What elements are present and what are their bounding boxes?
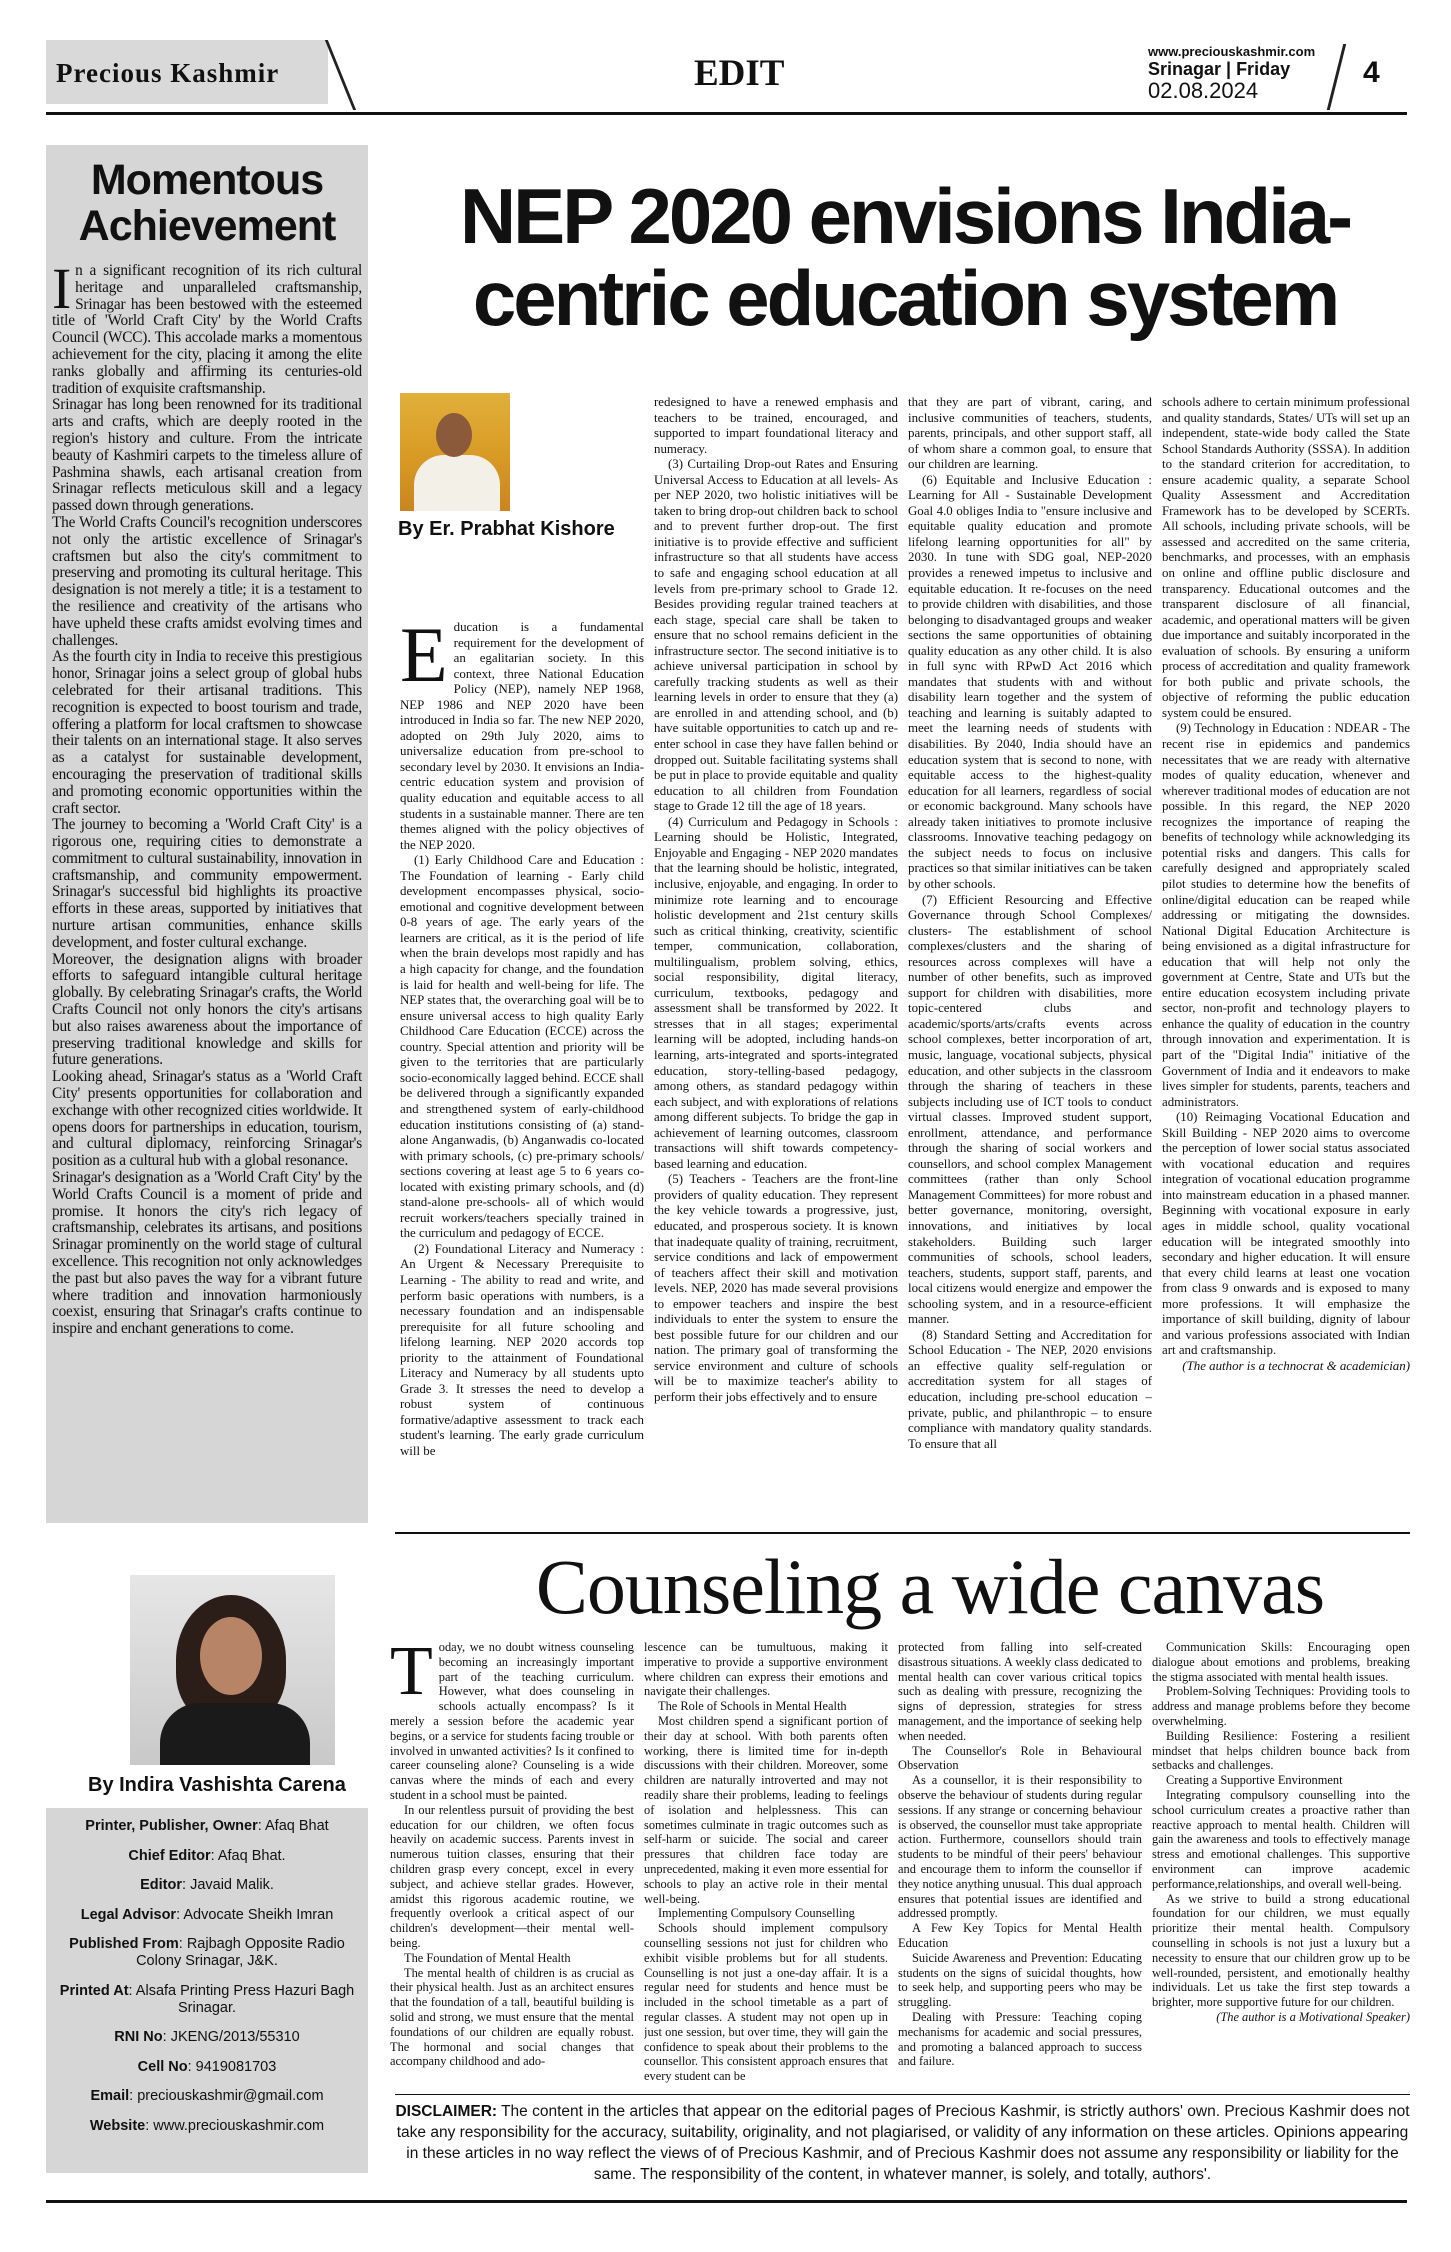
- sidebar-paragraph: Moreover, the designation aligns with broader efforts to safeguard intangible cultural heritage globally. By celebrating Srinagar's crafts, the World Crafts Council not only honors the city's artisans but also raises awareness about the importance of preserving traditional knowledge and skills for future generations.: [52, 950, 362, 1069]
- main-paragraph: (3) Curtailing Drop-out Rates and Ensuring Universal Access to Education at all levels- As per NEP 2020, two holistic initiatives will be taken to bring drop-out children back to school and to prevent further drop-out. The first initiative is to provide effective and sufficient infrastructure so that all students have access to safe and engaging school education at all levels from pre-primary school to Grade 12. Besides providing regular trained teachers at each stage, special care shall be taken to ensure that no school remains deficient in the infrastructure sector. The second initiative is to achieve universal participation in school by carefully tracking students as well as their learning levels in order to ensure that they (a) are enrolled in and attending school, and (b) have suitable opportunities to catch up and re-enter school in case they have fallen behind or dropped out. Suitable facilitating systems shall be put in place to provide equitable and quality education to all children from Foundation stage to Grade 12 till the age of 18 years.: [654, 457, 898, 814]
- main-paragraph: (9) Technology in Education : NDEAR - The recent rise in epidemics and pandemics necessitates that we are ready with alternative modes of quality education, whenever and wherever traditional modes of education are not possible. In this regard, the NEP 2020 recognizes the importance of reaping the benefits of technology while acknowledging its potential risks and dangers. This calls for carefully designed and appropriately scaled pilot studies to determine how the benefits of online/digital education can be reaped while addressing or mitigating the downsides. National Digital Education Architecture is being envisioned as a digital infrastructure for education that will help not only the government at Centre, State and UTs but the entire education ecosystem including private sector, non-profit and technology players to enhance the quality of education in the country through innovation and experimentation. It is part of the "Digital India" initiative of the Government of India and it endeavors to make lives simpler for students, parents, teachers and administrators.: [1162, 721, 1410, 1109]
- imprint-row: Website: www.preciouskashmir.com: [89, 2117, 325, 2134]
- main-paragraph: (7) Efficient Resourcing and Effective Governance through School Complexes/ clusters- The establishment of school complexes/clusters and the sharing of resources across complexes will have a number of other benefits, such as improved support for children with disabilities, more topic-centered clubs and academic/sports/arts/crafts events across school complexes, better incorporation of art, music, language, vocational subjects, physical education, and other subjects in the classroom through the sharing of teachers in these subjects including use of ICT tools to conduct virtual classes. Improved student support, enrollment, attendance, and performance through the sharing of social workers and counsellors, and school complex Management committees (rather than only School Management Committees) for more robust and better governance, monitoring, oversight, innovations, and initiatives by local stakeholders. Building such larger communities of schools, school leaders, teachers, students, support staff, parents, and local citizens would energize and empower the schooling system, and in a resource-efficient manner.: [908, 892, 1152, 1327]
- main-paragraph: Education is a fundamental requirement for the development of an egalitarian society. In this context, three National Education Policy (NEP), namely NEP 1968, NEP 1986 and NEP 2020 have been introduced in India so far. The new NEP 2020, adopted on 29th July 2020, aims to universalize education from pre-school to secondary level by 2030. It envisions an India-centric education system and provision of quality education and equitable access to all students in a sustainable manner. There are ten themes aligned with the policy objectives of the NEP 2020.: [400, 620, 644, 852]
- issue-date: 02.08.2024: [1148, 78, 1259, 103]
- second-paragraph: As we strive to build a strong educational foundation for our children, we must equally prioritize their mental health. Compulsory counselling in schools is not just a luxury but a necessity to ensure that our children grow up to be well-rounded, persistent, and emotionally healthy individuals. Let us take the first step towards a brighter, more supportive future for our children.: [1152, 1891, 1410, 2010]
- second-subhead: The Counsellor's Role in Behavioural Observation: [898, 1743, 1142, 1773]
- second-column-2: [644, 1640, 888, 2095]
- website-text: www.preciouskashmir.com: [1148, 44, 1316, 59]
- disclaimer-rule: [395, 2094, 1410, 2095]
- section-label: EDIT: [694, 53, 785, 94]
- page-number: 4: [1363, 56, 1380, 89]
- author-photo-2: [130, 1575, 335, 1765]
- second-column-4: [1152, 1640, 1410, 2095]
- imprint-row: Editor: Javaid Malik.: [140, 1877, 274, 1893]
- second-paragraph: The mental health of children is as crucial as their physical health. Just as an architect ensures that the foundation of a tall, beautiful building is solid and strong, we must ensure that the mental foundations of our children are equally robust. The hormonal and social changes that accompany childhood and ado-: [390, 1965, 634, 2069]
- sidebar-paragraph: Srinagar has long been renowned for its traditional arts and crafts, which are deeply rooted in the region's history and culture. From the intricate beauty of Kashmiri carpets to the timeless allure of Pashmina shawls, each artisanal creation from Srinagar reflects meticulous skill and a legacy passed down through generations.: [52, 396, 362, 515]
- sidebar-article: [46, 145, 368, 1523]
- second-headline: Counseling a wide canvas: [535, 1543, 1325, 1630]
- second-paragraph: protected from falling into self-created disastrous situations. A weekly class dedicated to mental health can cover various critical topics such as dealing with pressure, recognizing the signs of depression, strategies for stress management, and the importance of seeking help when needed.: [898, 1640, 1142, 1743]
- second-paragraph: Building Resilience: Fostering a resilient mindset that helps children bounce back from setbacks and challenges.: [1152, 1728, 1410, 1773]
- sidebar-paragraph: As the fourth city in India to receive this prestigious honor, Srinagar joins a select group of global hubs celebrated for their artisanal traditions. This recognition is expected to boost tourism and trade, offering a platform for local craftsmen to showcase their talents on an international stage. It also serves as a catalyst for sustainable development, encouraging the preservation of traditional skills and promoting economic opportunities within the craft sector.: [52, 648, 362, 817]
- sidebar-paragraph: Srinagar's designation as a 'World Craft City' by the World Crafts Council is a moment of pride and promise. It honors the city's rich legacy of craftsmanship, celebrates its artisans, and positions Srinagar prominently on the world stage of cultural excellence. This recognition not only acknowledges the past but also paves the way for a vibrant future where tradition and innovation harmoniously coexist, ensuring that Srinagar's crafts continue to inspire and enchant generations to come.: [52, 1169, 362, 1338]
- main-paragraph: (6) Equitable and Inclusive Education : Learning for All - Sustainable Development Goal 4.0 obliges India to "ensure inclusive and equitable quality education and promote lifelong learning opportunities for all" by 2030. In tune with SDG goal, NEP-2020 provides a renewed impetus to inclusive and equitable education. It re-focuses on the need to provide children with disabilities, and those belonging to disadvantaged groups and weaker sections the same opportunities of obtaining quality education as any other child. It is also in full sync with RPwD Act 2016 which mandates that students with and without disability learn together and the system of teaching and learning is suitably adapted to meet the learning needs of students with disabilities. By 2040, India should have an education system that is second to none, with equitable access to the highest-quality education for all learners, regardless of social or economic background. Many schools have already taken initiatives to promote inclusive classrooms. Innovative teaching pedagogy on the subject needs to focus on inclusive practices so that similar initiatives can be taken by other schools.: [908, 472, 1152, 891]
- second-credit: (The author is a Motivational Speaker): [1216, 2009, 1410, 2024]
- imprint-row: RNI No: JKENG/2013/55310: [114, 2029, 300, 2045]
- sidebar-body: [52, 256, 362, 1338]
- main-column-1: [400, 620, 644, 1515]
- main-credit: (The author is a technocrat & academician): [1182, 1358, 1410, 1373]
- page-number-box: [1335, 44, 1407, 108]
- footer-rule: [46, 2200, 1407, 2203]
- author-photo: [400, 393, 510, 511]
- main-headline: [400, 172, 1410, 342]
- sidebar-title-line2: Achievement: [78, 202, 336, 250]
- imprint-row: Published From: Rajbagh Opposite Radio Colony Srinagar, J&K.: [69, 1936, 345, 1969]
- main-headline-line1: NEP 2020 envisions India-: [459, 172, 1351, 260]
- imprint-row: Legal Advisor: Advocate Sheikh Imran: [80, 1906, 334, 1923]
- second-subhead: Implementing Compulsory Counselling: [658, 1906, 855, 1921]
- masthead-title: Precious Kashmir: [56, 58, 280, 88]
- second-subhead: The Role of Schools in Mental Health: [658, 1699, 847, 1714]
- sidebar-paragraph: Looking ahead, Srinagar's status as a 'World Craft City' presents opportunities for collaboration and exchange with other recognized cities worldwide. It opens doors for partnerships in education, tourism, and cultural diplomacy, reinforcing Srinagar's position as a cultural hub with a global resonance.: [52, 1068, 362, 1170]
- disclaimer-text: The content in the articles that appear on the editorial pages of Precious Kashmir, is strictly authors' own. Precious Kashmir does not take any responsibility for the accuracy, suitability, originality, and not plagiarised, or validity of any information on these articles. Opinions appearing in these articles in no way reflect the views of of Precious Kashmir, and of Precious Kashmir does not assume any responsibility or liability for the same. The responsibility of the content, in whatever manner, is solely, and totally, authors'.: [396, 2103, 1410, 2183]
- main-column-4: [1162, 395, 1410, 1515]
- second-dropcap: T: [390, 1640, 433, 1710]
- main-column-2: [654, 395, 898, 1515]
- main-paragraph: (1) Early Childhood Care and Education : The Foundation of learning - Early child development encompasses physical, socio-emotional and cognitive development between 0-8 years of age. The early years of the learners are critical, as it is the period of life when the brain develops most rapidly and has a high capacity for change, and the foundation is laid for health and well-being for life. The NEP states that, the overarching goal will be to ensure universal access to high quality Early Childhood Care Education (ECCE) across the country. Special attention and priority will be given to the territories that are particularly socio-economically lagged behind. ECCE shall be delivered through a significantly expanded and strengthened system of early-childhood education institutions consisting of (a) stand-alone Anganwadis, (b) Anganwadis co-located with primary schools, (c) pre-primary schools/ sections covering at least age 5 to 6 years co-located with existing primary schools, and (d) stand-alone pre-schools- all of which would recruit workers/teachers specially trained in the curriculum and pedagogy of ECCE.: [400, 853, 644, 1241]
- sidebar-dropcap: I: [52, 256, 72, 321]
- second-subhead: The Foundation of Mental Health: [404, 1950, 571, 1965]
- imprint-row: Email: preciouskashmir@gmail.com: [90, 2088, 324, 2104]
- main-headline-line2: centric education system: [472, 254, 1338, 342]
- main-paragraph: (10) Reimaging Vocational Education and Skill Building - NEP 2020 aims to overcome the perception of lower social status associated with vocational education and requires integration of vocational education programme into mainstream education in a phased manner. Beginning with vocational exposure in early ages in middle school, quality vocational education will be integrated smoothly into secondary and higher education. It will ensure that every child learns at least one vocation from class 9 onwards and is exposed to many more professions. It will emphasize the importance of skill building, dignity of labour and various professions associated with Indian art and craftsmanship.: [1162, 1110, 1410, 1358]
- second-subhead: A Few Key Topics for Mental Health Education: [898, 1921, 1142, 1950]
- article-divider: [395, 1532, 1410, 1534]
- second-paragraph: Today, we no doubt witness counseling becoming an increasingly important part of the teaching curriculum. However, what does counseling in schools actually encompass? Is it merely a session before the academic year begins, or a service for students facing trouble or involved in unwanted activities? Is it confined to career counseling alone? Counseling is a wide canvas where the minds of each and every student in a school must be painted.: [390, 1640, 634, 1802]
- imprint-row: Chief Editor: Afaq Bhat.: [128, 1847, 286, 1864]
- header-info: [1148, 44, 1348, 103]
- main-paragraph: redesigned to have a renewed emphasis and teachers to be trained, encouraged, and supported to impart foundational literacy and numeracy.: [654, 395, 898, 456]
- second-paragraph: lescence can be tumultuous, making it imperative to provide a supportive environment where children can express their emotions and navigate their challenges.: [644, 1640, 888, 1699]
- second-subhead: Creating a Supportive Environment: [1166, 1773, 1343, 1788]
- second-byline: By Indira Vashishta Carena: [88, 1774, 346, 1796]
- second-paragraph: In our relentless pursuit of providing the best education for our children, we often focus heavily on academic success. Parents invest in numerous tuition classes, ensuring that their children grasp every concept, excel in every subject, and achieve stellar grades. However, amidst this rigorous academic routine, we frequently overlook a critical aspect of our children's development—their mental well-being.: [390, 1802, 634, 1950]
- sidebar-paragraph: The journey to becoming a 'World Craft City' is a rigorous one, requiring cities to demonstrate a commitment to cultural sustainability, innovation in craftsmanship, and community empowerment. Srinagar's successful bid highlights its proactive efforts in these areas, supported by initiatives that nurture artisan communities, enhance skills development, and foster cultural exchange.: [52, 816, 362, 951]
- main-paragraph: schools adhere to certain minimum professional and quality standards, States/ UTs will set up an independent, state-wide body called the State School Standards Authority (SSSA). In addition to the standard criterion for accreditation, to ensure academic quality, a separate School Quality Assessment and Accreditation Framework has to be developed by SCERTs. All schools, including private schools, will be assessed and accredited on the same criteria, benchmarks, and processes, with an emphasis on online and offline public disclosure and transparency. Educational outcomes and the transparent disclosure of all financial, academic, and operational matters will be given due importance and suitably incorporated in the evaluation of schools. By ensuring a uniform process of accreditation and quality framework for both public and private schools, the objective of reforming the public education system could be ensured.: [1162, 395, 1410, 720]
- second-paragraph: Most children spend a significant portion of their day at school. With both parents often working, there is limited time for in-depth discussions with their children. Moreover, some children are naturally introverted and may not readily share their problems, leading to feelings of isolation and helplessness. This can sometimes culminate in tragic outcomes such as self-harm or suicide. The social and career pressures that children face today are unprecedented, making it even more essential for schools to play an active role in their mental well-being.: [644, 1713, 888, 1906]
- main-paragraph: (5) Teachers - Teachers are the front-line providers of quality education. They represent the key vehicle towards a progressive, just, educated, and prosperous society. It is known that inadequate quality of training, recruitment, service conditions and lack of empowerment of teachers affect their skill and motivation levels. NEP, 2020 has made several provisions to empower teachers and inspire the best individuals to enter the system to ensure the best possible future for our children and our nation. The primary goal of transforming the service environment and culture of schools will be to maximize teacher's ability to perform their jobs effectively and to ensure: [654, 1172, 898, 1404]
- main-byline: By Er. Prabhat Kishore: [398, 518, 615, 540]
- main-paragraph: that they are part of vibrant, caring, and inclusive communities of teachers, students, parents, principals, and other support staff, all of whom share a common goal, to ensure that our children are learning.: [908, 395, 1152, 472]
- imprint-box: [46, 1808, 368, 2173]
- second-paragraph: Integrating compulsory counselling into the school curriculum creates a proactive rather than reactive approach to mental health. Children will gain the awareness and tools to effectively manage stress and emotional challenges. This supportive environment can improve academic performance,relationships, and overall well-being.: [1152, 1787, 1410, 1891]
- city-day: Srinagar | Friday: [1148, 59, 1291, 79]
- main-paragraph: (2) Foundational Literacy and Numeracy : An Urgent & Necessary Prerequisite to Learning - The ability to read and write, and perform basic operations with numbers, is a necessary foundation and an indispensable prerequisite for all future schooling and lifelong learning. NEP 2020 accords top priority to the attainment of Foundational Literacy and Numeracy by all students upto Grade 3. It stresses the need to develop a robust system of continuous formative/adaptive assessment to track each student's learning. The early grade curriculum will be: [400, 1241, 644, 1458]
- imprint-row: Printer, Publisher, Owner: Afaq Bhat: [85, 1818, 329, 1834]
- second-paragraph: Suicide Awareness and Prevention: Educating students on the signs of suicidal thoughts, how to seek help, and supporting peers who may be struggling.: [898, 1950, 1142, 2010]
- imprint-row: Printed At: Alsafa Printing Press Hazuri Bagh Srinagar.: [59, 1982, 355, 2016]
- masthead-divider: [325, 40, 356, 110]
- second-column-1: [390, 1640, 634, 2095]
- imprint-row: Cell No: 9419081703: [137, 2058, 277, 2075]
- sidebar-title: [52, 157, 362, 249]
- second-paragraph: Communication Skills: Encouraging open dialogue about emotions and problems, breaking the stigma associated with mental health issues.: [1152, 1640, 1410, 1684]
- main-paragraph: (8) Standard Setting and Accreditation for School Education - The NEP, 2020 envisions an effective quality self-regulation or accreditation system for all stages of education, including pre-school education – private, public, and philanthropic – to ensure compliance with mandatory quality standards. To ensure that all: [908, 1327, 1152, 1451]
- main-paragraph: (4) Curriculum and Pedagogy in Schools : Learning should be Holistic, Integrated, Enjoyable and Engaging - NEP 2020 mandates that the learning should be holistic, integrated, inclusive, enjoyable, and engaging. In order to minimize rote learning and to encourage holistic development and 21st century skills such as critical thinking, creativity, scientific temper, communication, collaboration, multilingualism, problem solving, ethics, social responsibility, digital literacy, curriculum, textbooks, pedagogy and assessment shall be transformed by 2022. It stresses that in all stages; experimental learning will be adopted, including hands-on learning, arts-integrated and sports-integrated education, story-telling-based pedagogy, among others, as standard pedagogy within each subject, and with explorations of relations among different subjects. To bridge the gap in achievement of learning outcomes, classroom transactions will shift towards competency-based learning and education.: [654, 814, 898, 1171]
- second-paragraph: As a counsellor, it is their responsibility to observe the behaviour of students during regular sessions. If any strange or concerning behaviour is observed, the counsellor must take appropriate action. Furthermore, counsellors should train students to be mindful of their peers' behaviour and encourage them to inform the counsellor if they notice anything unusual. This dual approach ensures that potential issues are identified and addressed promptly.: [898, 1773, 1142, 1921]
- second-paragraph: Problem-Solving Techniques: Providing tools to address and manage problems before they become overwhelming.: [1152, 1684, 1410, 1728]
- main-dropcap: E: [400, 620, 448, 698]
- second-column-3: [898, 1640, 1142, 2095]
- disclaimer: [395, 2101, 1410, 2185]
- second-paragraph: Schools should implement compulsory counselling sessions not just for children who exhibit visible problems but for all students. Counselling is not just a one-day affair. It is a regular need for students and hence must be included in the school timetable as a part of regular classes. A student may not open up in just one session, but over time, they will gain the confidence to speak about their problems to the counsellor. This consistent approach ensures that every student can be: [644, 1921, 888, 2084]
- main-column-3: [908, 395, 1152, 1515]
- sidebar-paragraph: The World Crafts Council's recognition underscores not only the artistic excellence of Srinagar's craftsmen but also the city's commitment to preserving and promoting its cultural heritage. This designation is not merely a title; it is a testament to the resilience and creativity of the artisans who have upheld these crafts amidst evolving times and challenges.: [52, 513, 362, 649]
- second-paragraph: Dealing with Pressure: Teaching coping mechanisms for academic and social pressures, and promoting a balanced approach to success and failure.: [898, 2009, 1142, 2069]
- sidebar-paragraph: In a significant recognition of its rich cultural heritage and unparalleled craftsmanship, Srinagar has been bestowed with the esteemed title of 'World Craft City' by the World Crafts Council (WCC). This accolade marks a momentous achievement for the city, placing it among the elite ranks globally and affirming its centuries-old tradition of exquisite craftsmanship.: [52, 256, 362, 397]
- disclaimer-label: DISCLAIMER:: [395, 2103, 498, 2120]
- sidebar-title-line1: Momentous: [90, 156, 324, 204]
- header-rule: [46, 112, 1407, 115]
